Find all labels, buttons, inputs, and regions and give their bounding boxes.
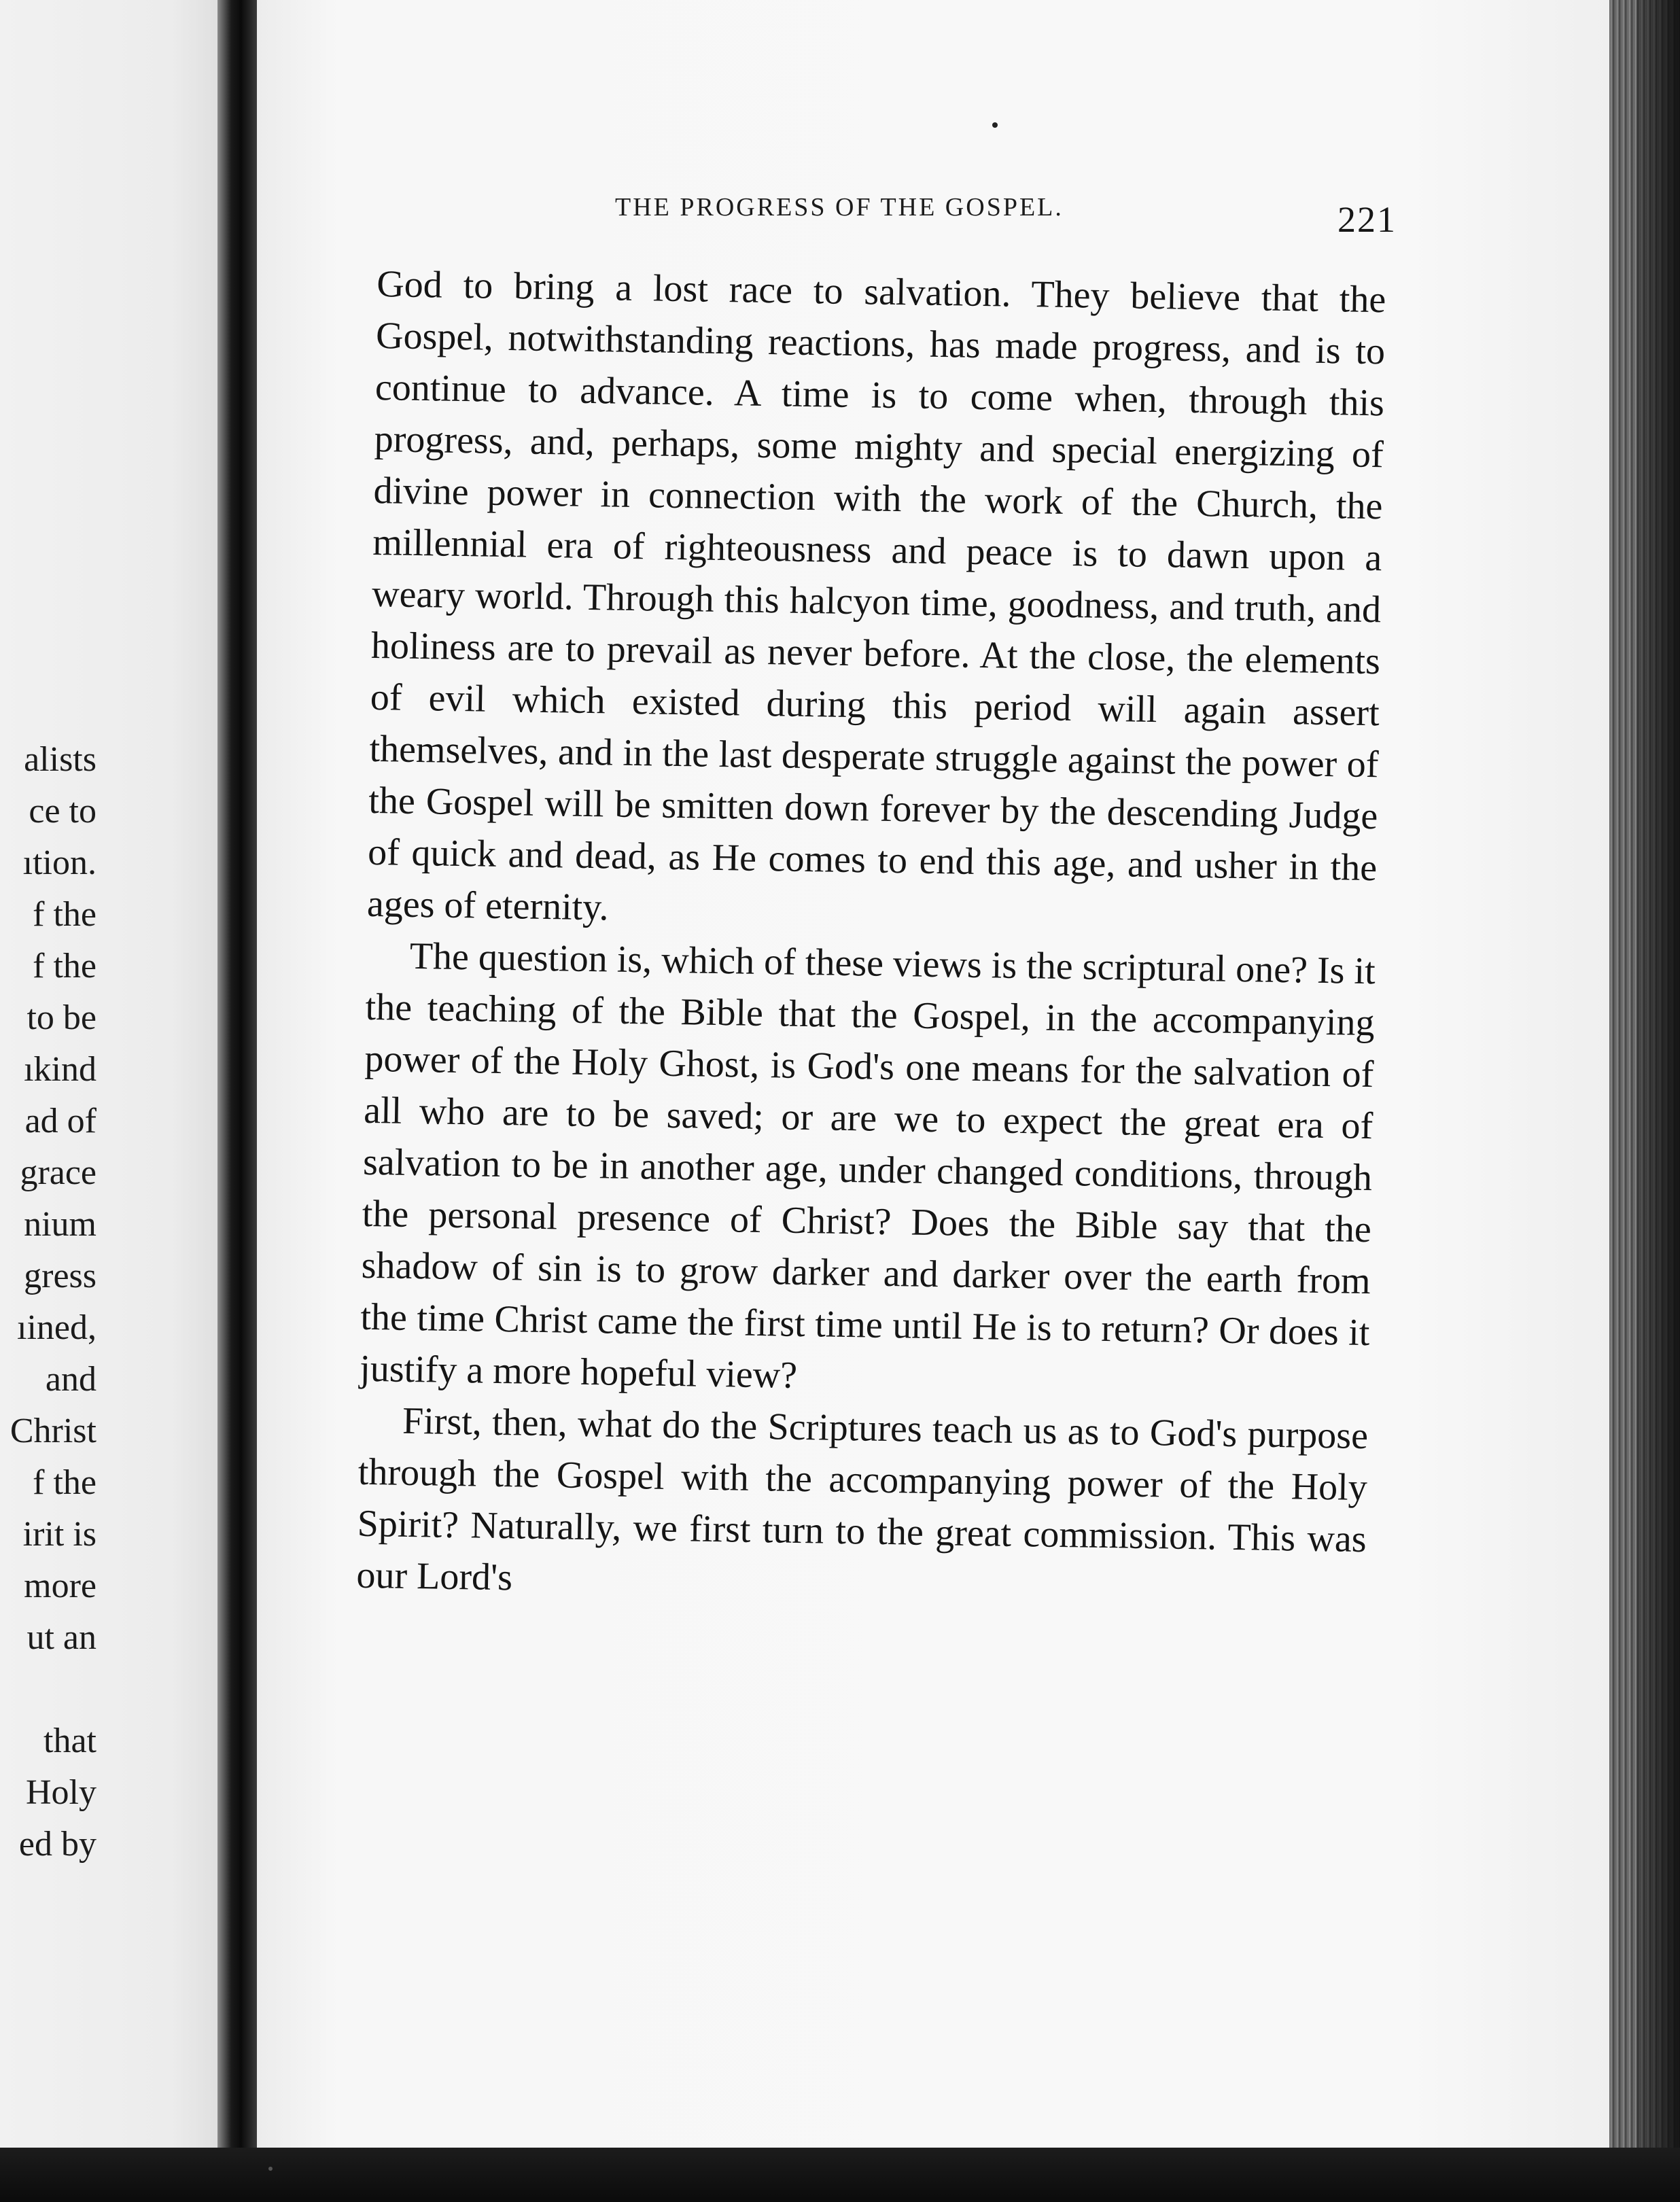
left-fragment: nium — [24, 1205, 97, 1244]
print-speck — [268, 2167, 273, 2171]
left-fragment: f the — [33, 1463, 97, 1502]
paragraph-3: First, then, what do the Scriptures teach us as to God's purpose through the Gospel with the accompanying power of the Holy Spirit? Naturally, we first turn to the great commission. This was our Lord's — [356, 1399, 1369, 1599]
left-page — [0, 0, 245, 2202]
left-fragment: ut an — [27, 1618, 97, 1657]
print-speck — [992, 122, 998, 128]
left-fragment: f the — [33, 947, 97, 985]
paragraph-1: God to bring a lost race to salvation. They believe that the Gospel, notwithstanding reactions, has made progress, and is to continue to advance. A time is to come when, through this progress, and, perhaps, some mighty and special energizing of divine power in connection with the work of the Church, the millennial era of righteousness and peace is to dawn upon a weary world. Through this halcyon time, goodness, and truth, and holiness are to prevail as never before. At the close, the elements of evil which existed during this period will again assert themselves, and in the last desperate struggle against the power of the Gospel will be smitten down forever by the descending Judge of quick and dead, as He comes to end this age, and usher in the ages of eternity. — [366, 262, 1386, 929]
running-head: THE PROGRESS OF THE GOSPEL. — [615, 193, 1064, 222]
left-fragment: ce to — [29, 792, 97, 831]
left-page-text-column — [0, 0, 97, 2148]
left-fragment: and — [45, 1360, 97, 1399]
scan-bottom-border — [0, 2148, 1680, 2202]
left-fragment: that — [43, 1722, 97, 1760]
paragraph-2: The question is, which of these views is the scriptural one? Is it the teaching of the Bible that the Gospel, in the accompanying power of the Holy Ghost, is God's one means for the salvation of all who are to be saved; or are we to expect the great era of salvation to be in another age, under changed conditions, through the personal presence of Christ? Does the Bible say that the shadow of sin is to grow darker and darker over the earth from the time Christ came the first time until He is to return? Or does it justify a more hopeful view? — [359, 934, 1376, 1397]
left-fragment: grace — [20, 1153, 97, 1192]
page-edge-shadow — [1637, 0, 1680, 2202]
left-fragment: Christ — [10, 1412, 97, 1450]
body-text — [356, 258, 1386, 1617]
left-fragment: more — [24, 1567, 97, 1605]
left-fragment: gress — [24, 1257, 97, 1295]
book-gutter — [217, 0, 257, 2202]
left-fragment: f the — [33, 895, 97, 934]
page-number: 221 — [1337, 199, 1397, 240]
left-fragment: ed by — [18, 1825, 97, 1864]
page-edges — [1609, 0, 1680, 2202]
left-fragment: irit is — [22, 1515, 97, 1554]
left-fragment: ıkind — [24, 1050, 97, 1089]
left-fragment: alists — [24, 740, 97, 779]
left-fragment: ıtion. — [22, 843, 97, 882]
left-fragment: Holy — [26, 1773, 97, 1812]
left-fragment: ad of — [24, 1102, 97, 1140]
left-fragment: ıined, — [17, 1308, 97, 1347]
left-fragment: to be — [27, 998, 97, 1037]
